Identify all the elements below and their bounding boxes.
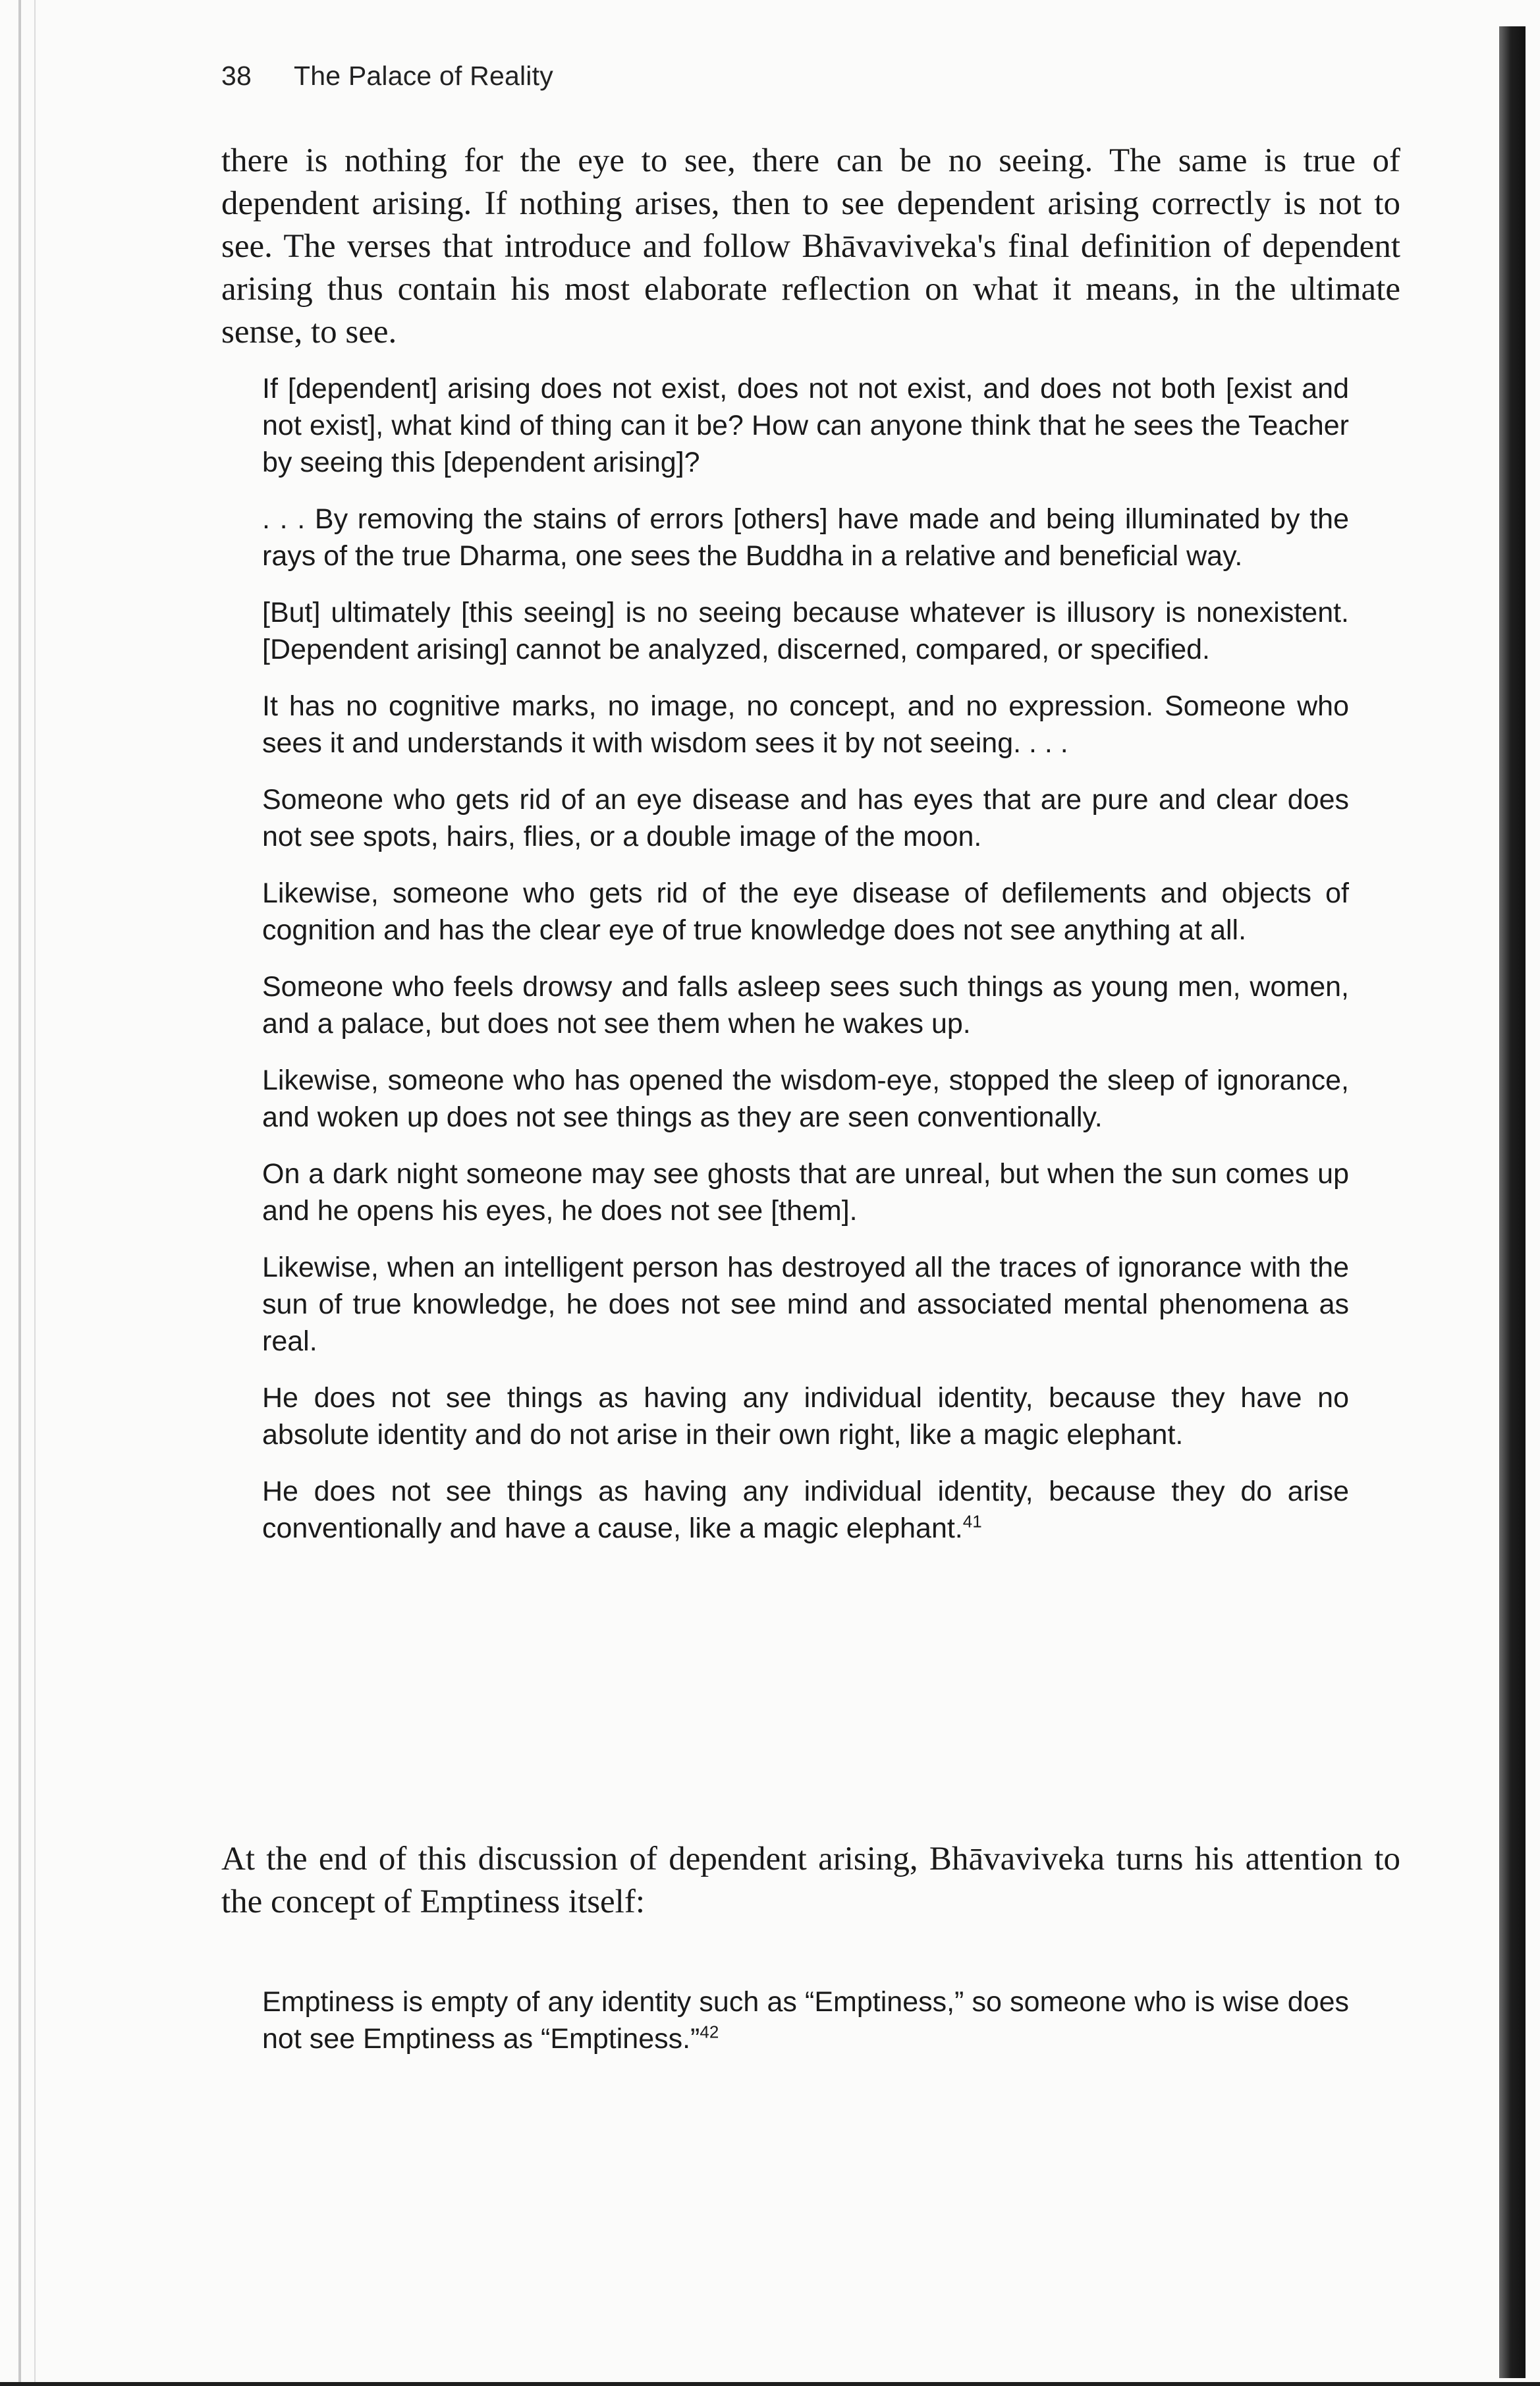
verse-4: It has no cognitive marks, no image, no concept, and no expression. Someone who sees it and understands it with wisdom sees it by not seeing. . . . [262,690,1349,759]
verse-9: On a dark night someone may see ghosts that are unreal, but when the sun comes up and he opens his eyes, he does not see [them]. [262,1158,1349,1227]
verse-2: . . . By removing the stains of errors [others] have made and being illuminated by the rays of the true Dharma, one sees the Buddha in a relative and beneficial way. [262,503,1349,572]
verse-10: Likewise, when an intelligent person has destroyed all the traces of ignorance with the sun of true knowledge, he does not see mind and associated mental phenomena as real. [262,1252,1349,1357]
verse-11: He does not see things as having any individual identity, because they have no absolute identity and do not arise in their own right, like a magic elephant. [262,1382,1349,1451]
block-quote-emptiness [262,1984,1349,2077]
running-head-title: The Palace of Reality [294,61,553,91]
scan-gutter-line [18,0,21,2386]
running-head [221,61,553,92]
emptiness-quote [262,1984,1349,2057]
verse-6: Likewise, someone who gets rid of the eye disease of defilements and objects of cognition and has the clear eye of true knowledge does not see anything at all. [262,877,1349,946]
body-paragraph-1: there is nothing for the eye to see, there can be no seeing. The same is true of dependent arising. If nothing arises, then to see dependent arising correctly is not to see. The verses that introduce and follow Bhāvaviveka's final definition of dependent arising thus contain his most elaborate reflection on what it means, in the ultimate sense, to see. [221,142,1400,350]
page-number: 38 [221,61,252,91]
verse-3: [But] ultimately [this seeing] is no seeing because whatever is illusory is nonexistent. [Dependent arising] cannot be analyzed, discerned, compared, or specified. [262,597,1349,665]
emptiness-quote-text: Emptiness is empty of any identity such as “Emptiness,” so someone who is wise does not see Emptiness as “Emptiness.” [262,1986,1349,2055]
verse-7: Someone who feels drowsy and falls asleep sees such things as young men, women, and a palace, but does not see them when he wakes up. [262,971,1349,1040]
verse-12 [262,1473,1349,1547]
verse-8: Likewise, someone who has opened the wisdom-eye, stopped the sleep of ignorance, and woken up does not see things as they are seen conventionally. [262,1065,1349,1133]
footnote-ref-42[interactable]: 42 [700,2022,719,2042]
block-quote-verses [262,370,1349,1567]
verse-1: If [dependent] arising does not exist, does not not exist, and does not both [exist and not exist], what kind of thing can it be? How can anyone think that he sees the Teacher by seeing this [dependent arising]? [262,373,1349,478]
verse-5: Someone who gets rid of an eye disease and has eyes that are pure and clear does not see spots, hairs, flies, or a double image of the moon. [262,784,1349,852]
scan-gutter-line-inner [34,0,36,2386]
scan-bottom-edge [0,2382,1540,2386]
scan-page-edge-shadow [1499,26,1526,2378]
body-paragraph-2: At the end of this discussion of dependent arising, Bhāvaviveka turns his attention to the concept of Emptiness itself: [221,1841,1400,1920]
verse-12-text: He does not see things as having any individual identity, because they do arise conventionally and have a cause, like a magic elephant. [262,1476,1349,1544]
footnote-ref-41[interactable]: 41 [962,1511,982,1532]
